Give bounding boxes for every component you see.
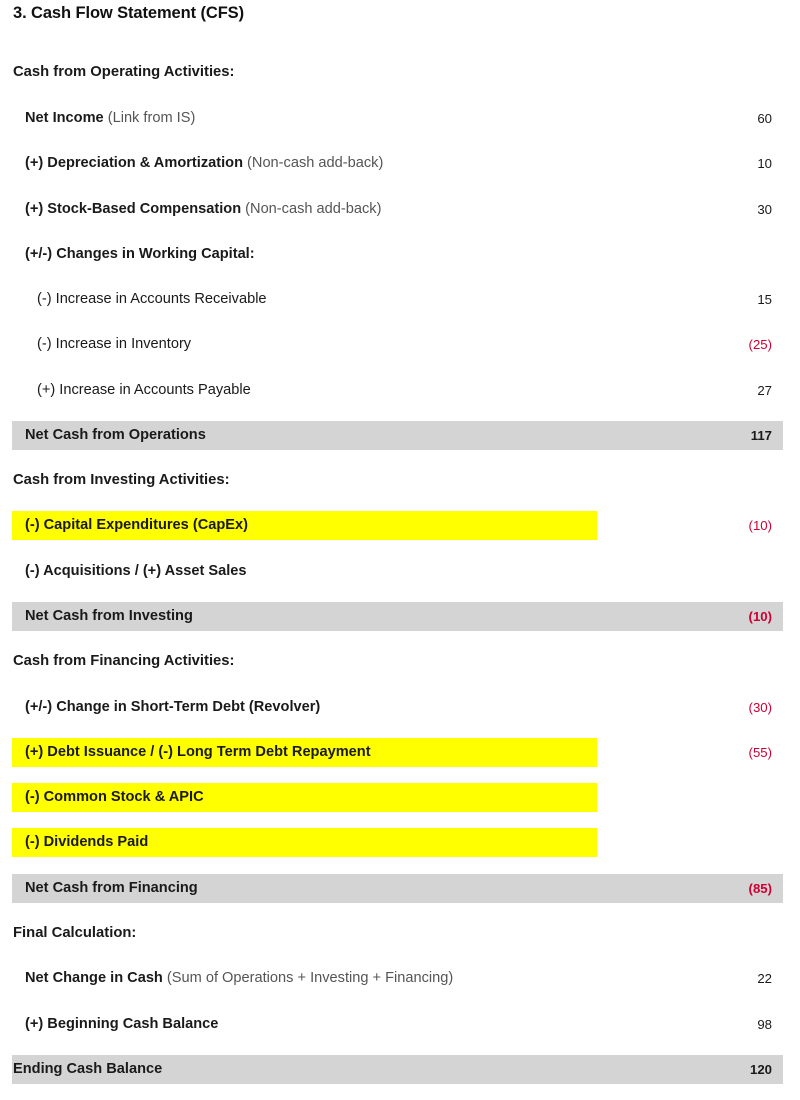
row-debt-issuance-repayment: [0, 738, 800, 767]
row-final-calculation: [0, 919, 800, 948]
row-changes-in-working-capital: [0, 240, 800, 269]
row-value: 27: [757, 383, 772, 398]
row-label: Final Calculation:: [13, 925, 137, 941]
row-label: Cash from Financing Activities:: [13, 653, 235, 669]
row-label: Ending Cash Balance: [13, 1061, 163, 1077]
row-cash-from-investing-activities: [0, 466, 800, 495]
row-value: (55): [748, 745, 772, 760]
row-cash-from-financing-activities: [0, 647, 800, 676]
row-value: 22: [757, 971, 772, 986]
row-net-change-in-cash: [0, 964, 800, 993]
row-label: (+/-) Changes in Working Capital:: [25, 246, 255, 262]
row-value: 98: [757, 1017, 772, 1032]
row-dividends-paid: [0, 828, 800, 857]
row-label: (-) Dividends Paid: [25, 834, 149, 850]
row-value: (10): [748, 518, 772, 533]
row-capital-expenditures: [0, 511, 800, 540]
row-increase-in-accounts-receivable: [0, 285, 800, 314]
row-increase-in-inventory: [0, 330, 800, 359]
row-beginning-cash-balance: [0, 1010, 800, 1039]
row-label: (-) Increase in Inventory: [37, 336, 192, 352]
row-net-income: [0, 104, 800, 133]
row-label: (-) Acquisitions / (+) Asset Sales: [25, 563, 247, 579]
row-value: 10: [757, 156, 772, 171]
row-note: (Non-cash add-back): [241, 201, 382, 217]
row-value: (10): [748, 609, 772, 624]
row-value: 30: [757, 202, 772, 217]
row-net-cash-from-financing: [0, 874, 800, 903]
row-label: (-) Capital Expenditures (CapEx): [25, 517, 248, 533]
page-title: 3. Cash Flow Statement (CFS): [13, 4, 244, 22]
row-cash-from-operating-activities: [0, 58, 800, 87]
row-ending-cash-balance: [0, 1055, 800, 1084]
row-label: (-) Increase in Accounts Receivable: [37, 291, 267, 307]
row-value: (25): [748, 337, 772, 352]
row-stock-based-compensation: [0, 195, 800, 224]
row-net-cash-from-operations: [0, 421, 800, 450]
row-acquisitions-asset-sales: [0, 557, 800, 586]
row-note: (Non-cash add-back): [242, 155, 384, 171]
row-depreciation-amortization: [0, 149, 800, 178]
row-net-cash-from-investing: [0, 602, 800, 631]
row-common-stock-apic: [0, 783, 800, 812]
row-label: (+) Increase in Accounts Payable: [37, 382, 251, 398]
row-label: Net Cash from Investing: [25, 608, 193, 624]
row-value: 60: [757, 111, 772, 126]
row-value: 117: [750, 428, 772, 443]
row-label: Net Cash from Operations: [25, 427, 206, 443]
row-value: 15: [757, 292, 772, 307]
row-label: Cash from Investing Activities:: [13, 472, 230, 488]
row-label: (+/-) Change in Short-Term Debt (Revolver): [25, 699, 321, 715]
row-label: (+) Depreciation & Amortization: [25, 155, 243, 171]
row-change-in-short-term-debt: [0, 693, 800, 722]
row-label: (+) Stock-Based Compensation: [25, 201, 242, 217]
row-label: Cash from Operating Activities:: [13, 64, 235, 80]
row-label: (+) Beginning Cash Balance: [25, 1016, 219, 1032]
row-label: (+) Debt Issuance / (-) Long Term Debt Repayment: [25, 744, 371, 760]
row-increase-in-accounts-payable: [0, 376, 800, 405]
row-value: (85): [748, 881, 772, 896]
row-note: (Link from IS): [103, 110, 196, 126]
row-value: (30): [748, 700, 772, 715]
row-value: 120: [749, 1062, 772, 1077]
row-label: Net Change in Cash: [25, 970, 163, 986]
row-label: Net Income: [25, 110, 104, 126]
row-label: (-) Common Stock & APIC: [25, 789, 204, 805]
row-label: Net Cash from Financing: [25, 880, 198, 896]
row-note: (Sum of Operations + Investing + Financing): [162, 970, 454, 986]
